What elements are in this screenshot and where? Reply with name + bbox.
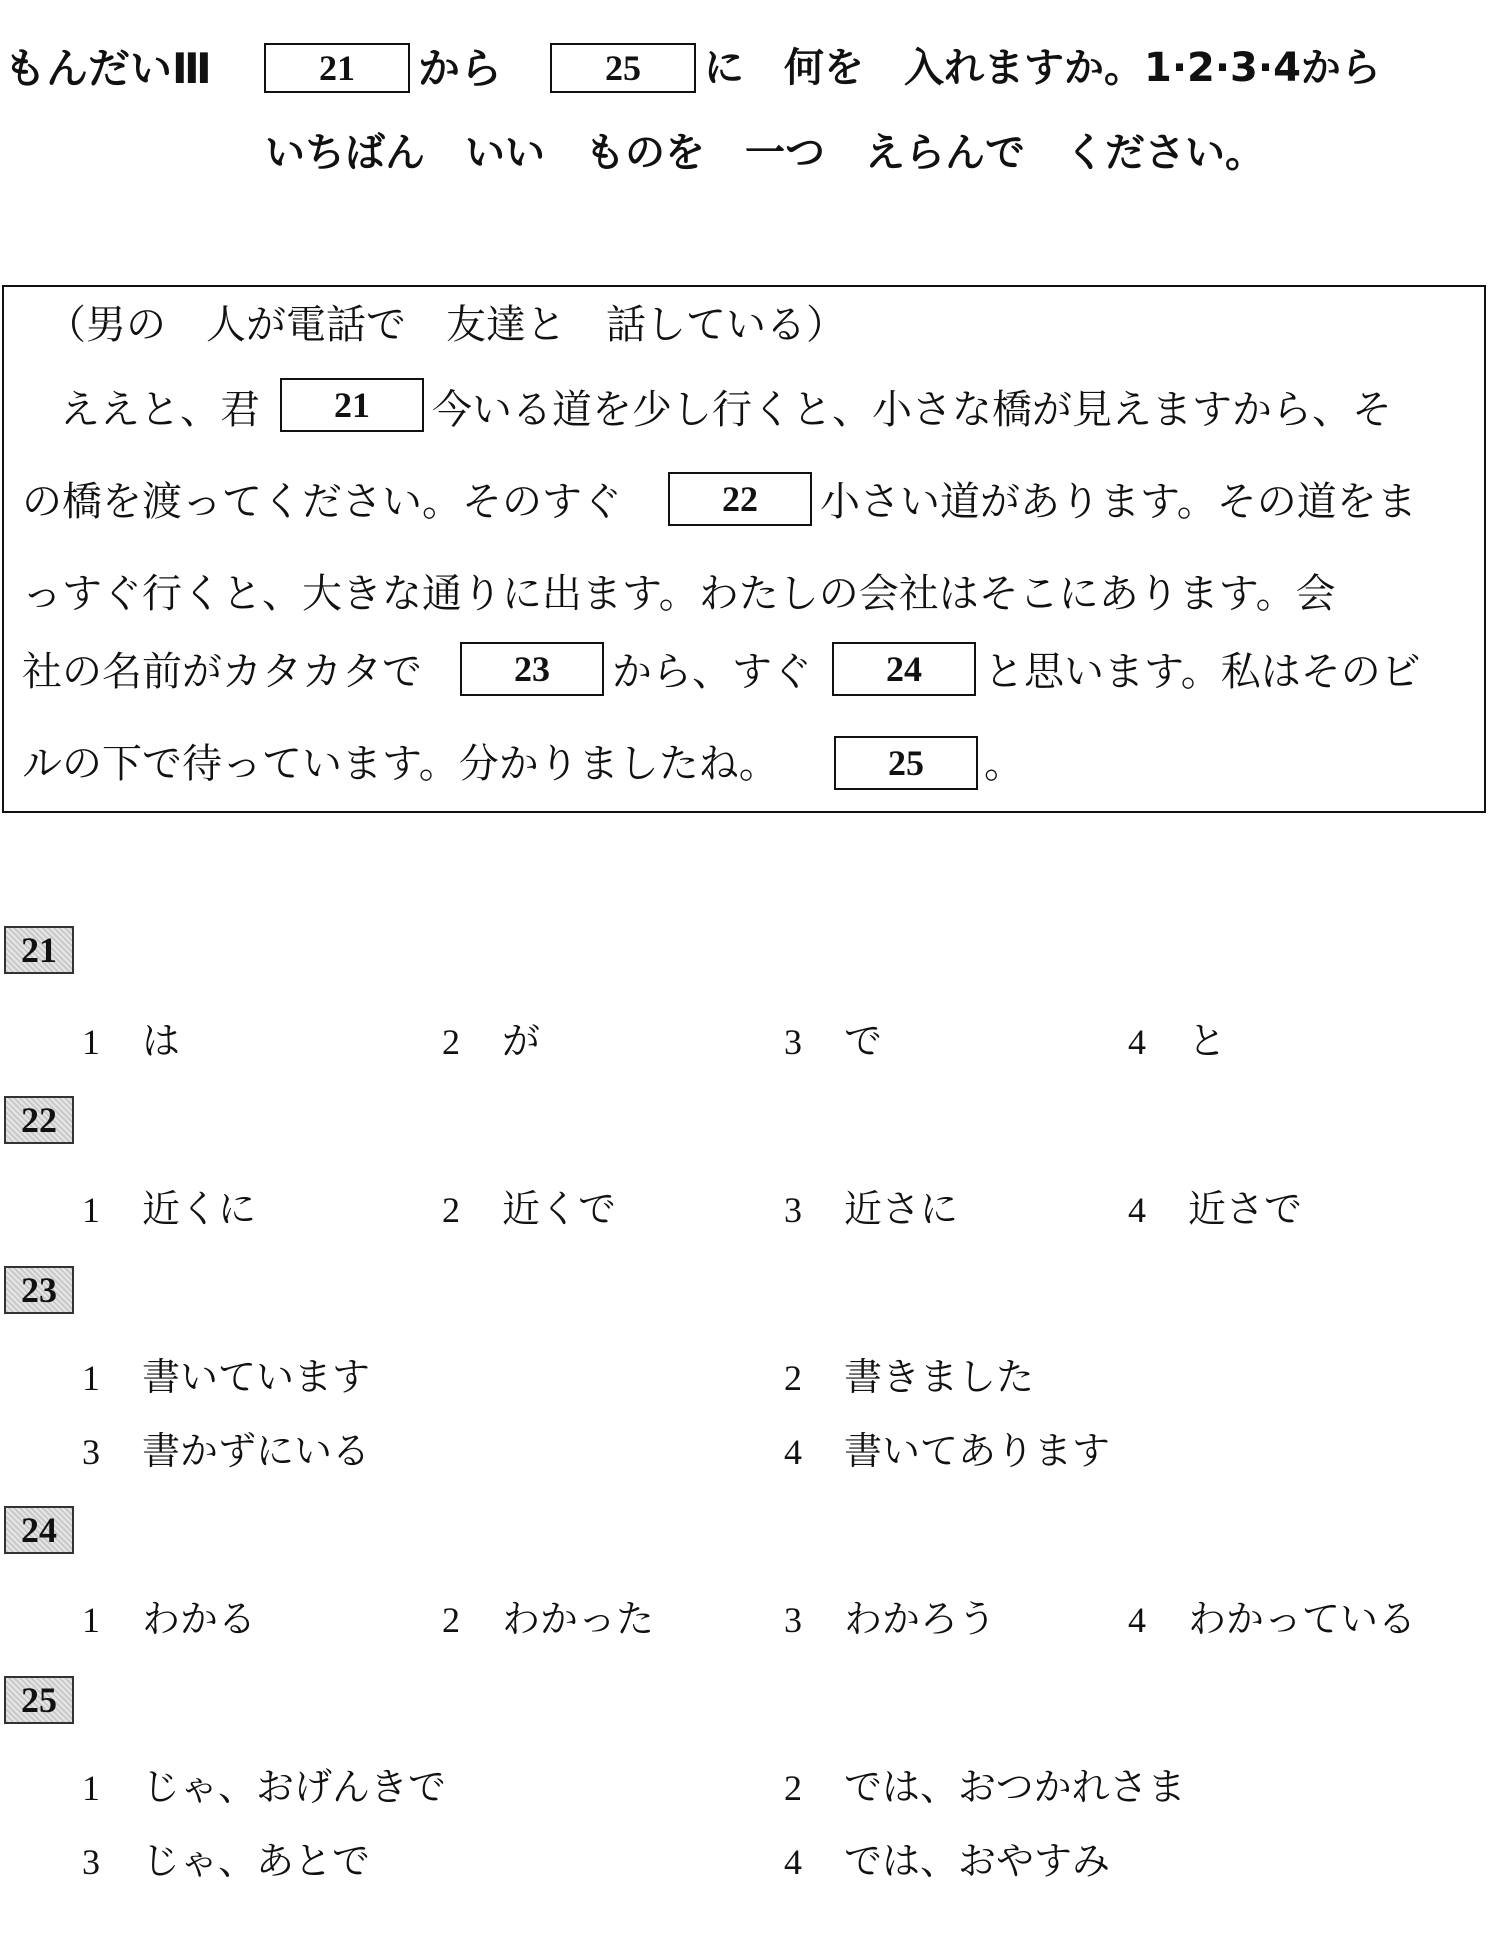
option-23-1[interactable]: 1 書いています: [82, 1355, 371, 1399]
option-22-1[interactable]: 1 近くに: [82, 1187, 257, 1231]
blank-25: 25: [834, 736, 978, 790]
instruction-line2: いちばん いい ものを 一つ えらんで ください。: [265, 130, 1265, 176]
passage-intro: （男の 人が電話で 友達と 話している）: [46, 302, 846, 348]
option-21-3[interactable]: 3 で: [784, 1019, 883, 1063]
question-number-22: 22: [4, 1096, 74, 1144]
option-23-3[interactable]: 3 書かずにいる: [82, 1429, 371, 1473]
option-23-4[interactable]: 4 書いてあります: [784, 1429, 1111, 1473]
option-25-3[interactable]: 3 じゃ、あとで: [82, 1839, 371, 1883]
blank-22: 22: [668, 472, 812, 526]
instruction-title: もんだいⅢ: [4, 44, 212, 93]
instruction-kara: から: [418, 44, 503, 93]
range-start-box: 21: [264, 43, 410, 93]
option-24-3[interactable]: 3 わかろう: [784, 1597, 997, 1641]
range-end-box: 25: [550, 43, 696, 93]
option-25-4[interactable]: 4 では、おやすみ: [784, 1839, 1111, 1883]
option-22-2[interactable]: 2 近くで: [442, 1187, 617, 1231]
passage-line1-a: ええと、君: [60, 387, 260, 433]
option-25-1[interactable]: 1 じゃ、おげんきで: [82, 1765, 447, 1809]
option-23-2[interactable]: 2 書きました: [784, 1355, 1035, 1399]
option-24-2[interactable]: 2 わかった: [442, 1597, 655, 1641]
passage-line4-c: と思います。私はそのビ: [984, 649, 1421, 695]
question-number-23: 23: [4, 1266, 74, 1314]
passage-frame: [2, 285, 1486, 813]
option-21-4[interactable]: 4 と: [1128, 1019, 1227, 1063]
question-number-25: 25: [4, 1676, 74, 1724]
option-25-2[interactable]: 2 では、おつかれさま: [784, 1765, 1186, 1809]
blank-21: 21: [280, 378, 424, 432]
passage-line1-b: 今いる道を少し行くと、小さな橋が見えますから、そ: [432, 387, 1392, 433]
instruction-line1: に 何を 入れますか。1·2·3·4から: [704, 45, 1381, 91]
passage-line2-b: 小さい道があります。その道をま: [820, 479, 1417, 525]
option-22-4[interactable]: 4 近さで: [1128, 1187, 1303, 1231]
option-22-3[interactable]: 3 近さに: [784, 1187, 959, 1231]
question-number-24: 24: [4, 1506, 74, 1554]
blank-24: 24: [832, 642, 976, 696]
passage-line2-a: の橋を渡ってください。そのすぐ: [22, 479, 622, 525]
option-24-4[interactable]: 4 わかっている: [1128, 1597, 1417, 1641]
blank-23: 23: [460, 642, 604, 696]
passage-line5-a: ルの下で待っています。分かりましたね。: [22, 741, 779, 787]
passage-line4-b: から、すぐ: [612, 649, 812, 695]
passage-line4-a: 社の名前がカタカタで: [22, 649, 422, 695]
option-21-1[interactable]: 1 は: [82, 1019, 181, 1063]
option-21-2[interactable]: 2 が: [442, 1019, 541, 1063]
option-24-1[interactable]: 1 わかる: [82, 1597, 257, 1641]
question-number-21: 21: [4, 926, 74, 974]
passage-line3: っすぐ行くと、大きな通りに出ます。わたしの会社はそこにあります。会: [22, 571, 1336, 617]
passage-line5-b: 。: [984, 741, 1024, 787]
